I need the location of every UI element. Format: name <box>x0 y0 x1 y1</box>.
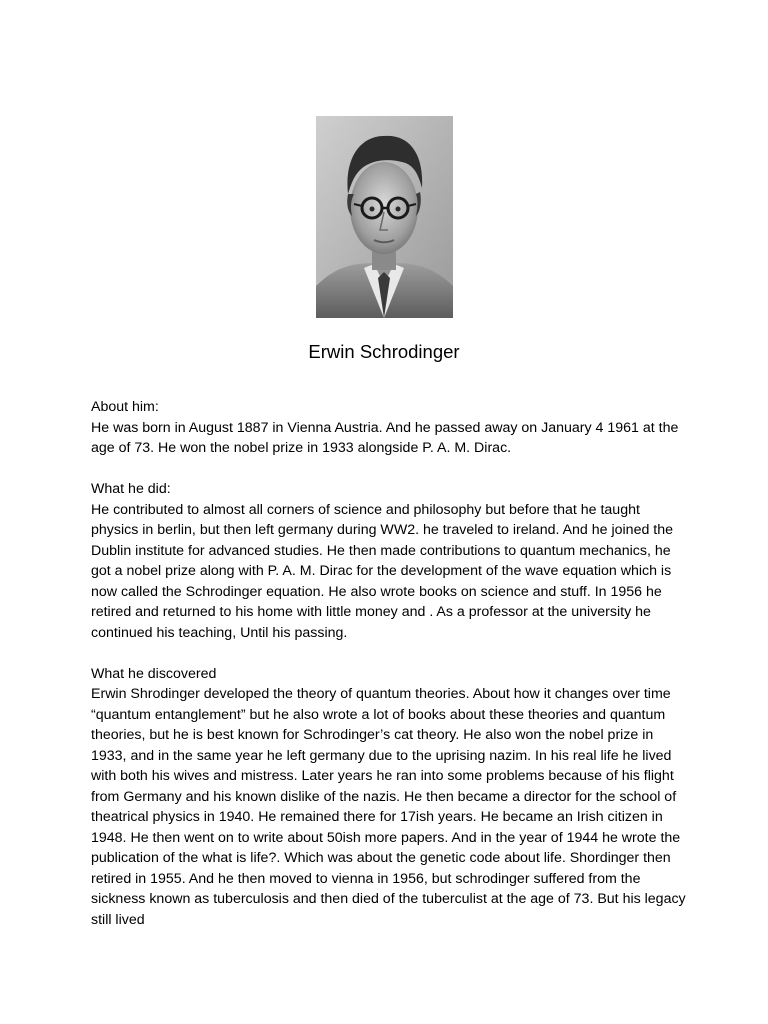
page-title: Erwin Schrodinger <box>308 341 460 362</box>
paragraph-spacer <box>91 459 691 480</box>
section-body-what-he-discovered: Erwin Shrodinger developed the theory of quantum theories. About how it changes over time “quantum entanglement” but he also wrote a lot of books about these theories and quantum theories, but he is best known for Schrodinger’s cat theory. He also won the nobel prize in 1933, and in the same year he left germany due to the uprising nazim. In his real life he lived with both his wives and mistress. Later years he ran into some problems because of his flight from Germany and his known dislike of the nazis. He then became a director for the school of theatrical physics in 1940. He remained there for 17ish years. He became an Irish citizen in 1948. He then went on to write about 50ish more papers. And in the year of 1944 he wrote the publication of the what is life?. Which was about the genetic code about life. Shordinger then retired in 1955. And he then moved to vienna in 1956, but schrodinger suffered from the sickness known as tuberculosis and then died of the tuberculist at the age of 73. But his legacy still lived <box>91 686 686 928</box>
portrait-photo-icon <box>316 116 453 318</box>
section-heading-what-he-discovered: What he discovered <box>91 665 217 682</box>
section-what-he-discovered <box>91 664 691 931</box>
section-about <box>91 397 691 459</box>
section-heading-what-he-did: What he did: <box>91 481 171 497</box>
paragraph-spacer <box>91 643 691 664</box>
document-body <box>91 397 691 930</box>
section-heading-about: About him: <box>91 399 159 415</box>
section-body-what-he-did: He contributed to almost all corners of science and philosophy but before that he taught physics in berlin, but then left germany during WW2. he traveled to ireland. And he joined the Dublin institute for advanced studies. He then made contributions to quantum mechanics, he got a nobel prize along with P. A. M. Dirac for the development of the wave equation which is now called the Schrodinger equation. He also wrote books on science and stuff. In 1956 he retired and returned to his home with little money and . As a professor at the university he continued his teaching, Until his passing. <box>91 501 674 641</box>
section-body-about: He was born in August 1887 in Vienna Austria. And he passed away on January 4 1961 at the age of 73. He won the nobel prize in 1933 alongside P. A. M. Dirac. <box>91 419 679 456</box>
section-what-he-did <box>91 479 691 643</box>
portrait-image <box>316 116 453 318</box>
